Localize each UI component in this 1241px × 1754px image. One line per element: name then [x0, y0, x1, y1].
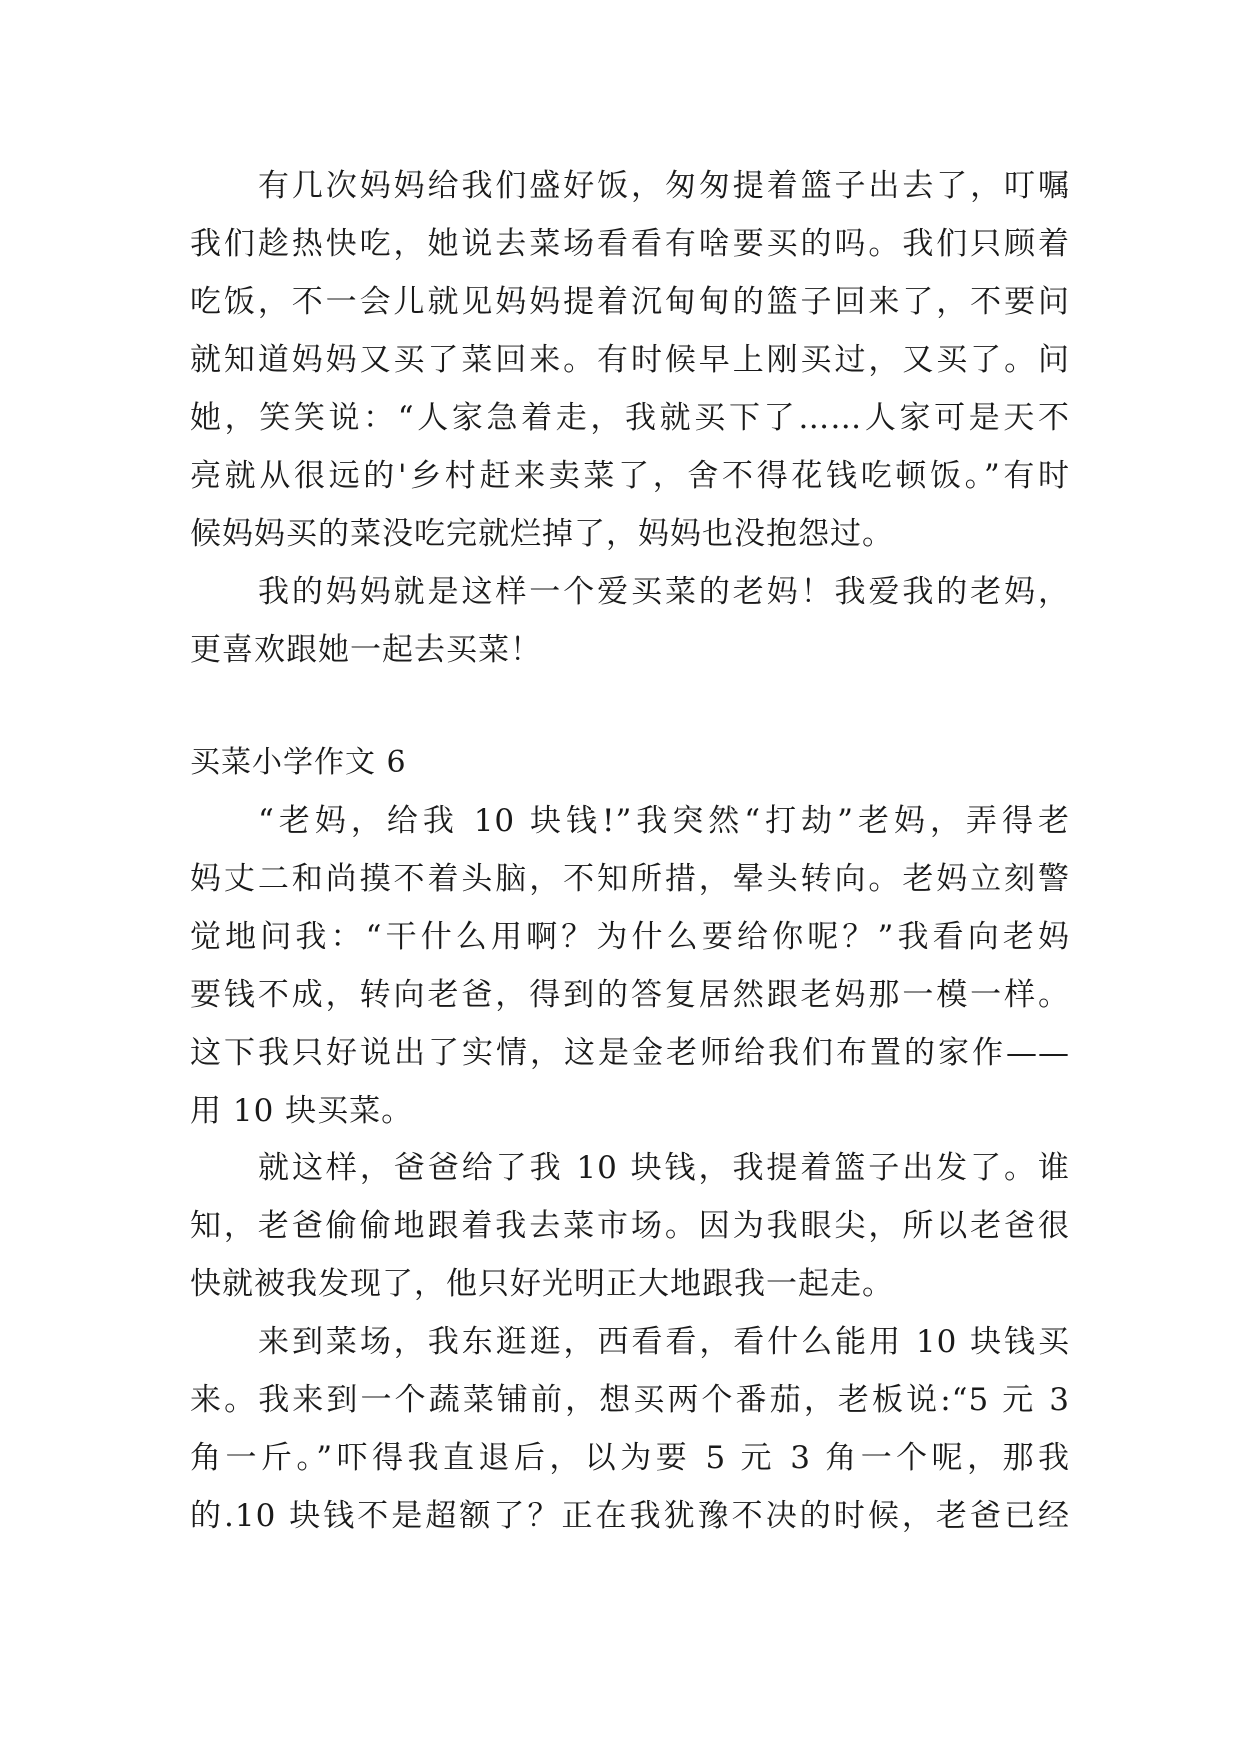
paragraph-line: 候妈妈买的菜没吃完就烂掉了，妈妈也没抱怨过。	[190, 516, 894, 552]
paragraph-line: 要钱不成，转向老爸，得到的答复居然跟老妈那一模一样。	[190, 977, 1070, 1013]
paragraph-line: 亮就从很远的'乡村赶来卖菜了，舍不得花钱吃顿饭。”有时	[190, 458, 1070, 494]
paragraph-line: 更喜欢跟她一起去买菜！	[190, 632, 542, 668]
paragraph-line: 吃饭，不一会儿就见妈妈提着沉甸甸的篮子回来了，不要问	[190, 284, 1070, 320]
paragraph-line: 就知道妈妈又买了菜回来。有时候早上刚买过，又买了。问	[190, 342, 1070, 378]
paragraph-line: 知，老爸偷偷地跟着我去菜市场。因为我眼尖，所以老爸很	[190, 1208, 1070, 1244]
paragraph-line: 来。我来到一个蔬菜铺前，想买两个番茄，老板说:“5 元 3	[190, 1382, 1070, 1418]
paragraph-line: “老妈，给我 10 块钱!”我突然“打劫”老妈，弄得老	[258, 803, 1070, 839]
paragraph-line: 快就被我发现了，他只好光明正大地跟我一起走。	[190, 1266, 894, 1302]
paragraph-line: 妈丈二和尚摸不着头脑，不知所措，晕头转向。老妈立刻警	[190, 861, 1070, 897]
paragraph-line: 觉地问我：“干什么用啊？为什么要给你呢？”我看向老妈	[190, 919, 1070, 955]
paragraph-line: 我的妈妈就是这样一个爱买菜的老妈！我爱我的老妈，	[258, 574, 1070, 610]
paragraph-line: 用 10 块买菜。	[190, 1093, 414, 1129]
paragraph-line: 我们趁热快吃，她说去菜场看看有啥要买的吗。我们只顾着	[190, 226, 1070, 262]
paragraph-line: 这下我只好说出了实情，这是金老师给我们布置的家作——	[190, 1035, 1070, 1071]
paragraph-line: 有几次妈妈给我们盛好饭，匆匆提着篮子出去了，叮嘱	[258, 168, 1070, 204]
paragraph-line: 她，笑笑说：“人家急着走，我就买下了……人家可是天不	[190, 400, 1070, 436]
section-title-text: 买菜小学作文 6	[190, 745, 407, 780]
paragraph-line: 来到菜场，我东逛逛，西看看，看什么能用 10 块钱买	[258, 1324, 1070, 1360]
paragraph-line: 角一斤。”吓得我直退后，以为要 5 元 3 角一个呢，那我	[190, 1440, 1070, 1476]
paragraph-line: 就这样，爸爸给了我 10 块钱，我提着篮子出发了。谁	[258, 1150, 1070, 1186]
paragraph-line: 的.10 块钱不是超额了？正在我犹豫不决的时候，老爸已经	[190, 1498, 1070, 1534]
